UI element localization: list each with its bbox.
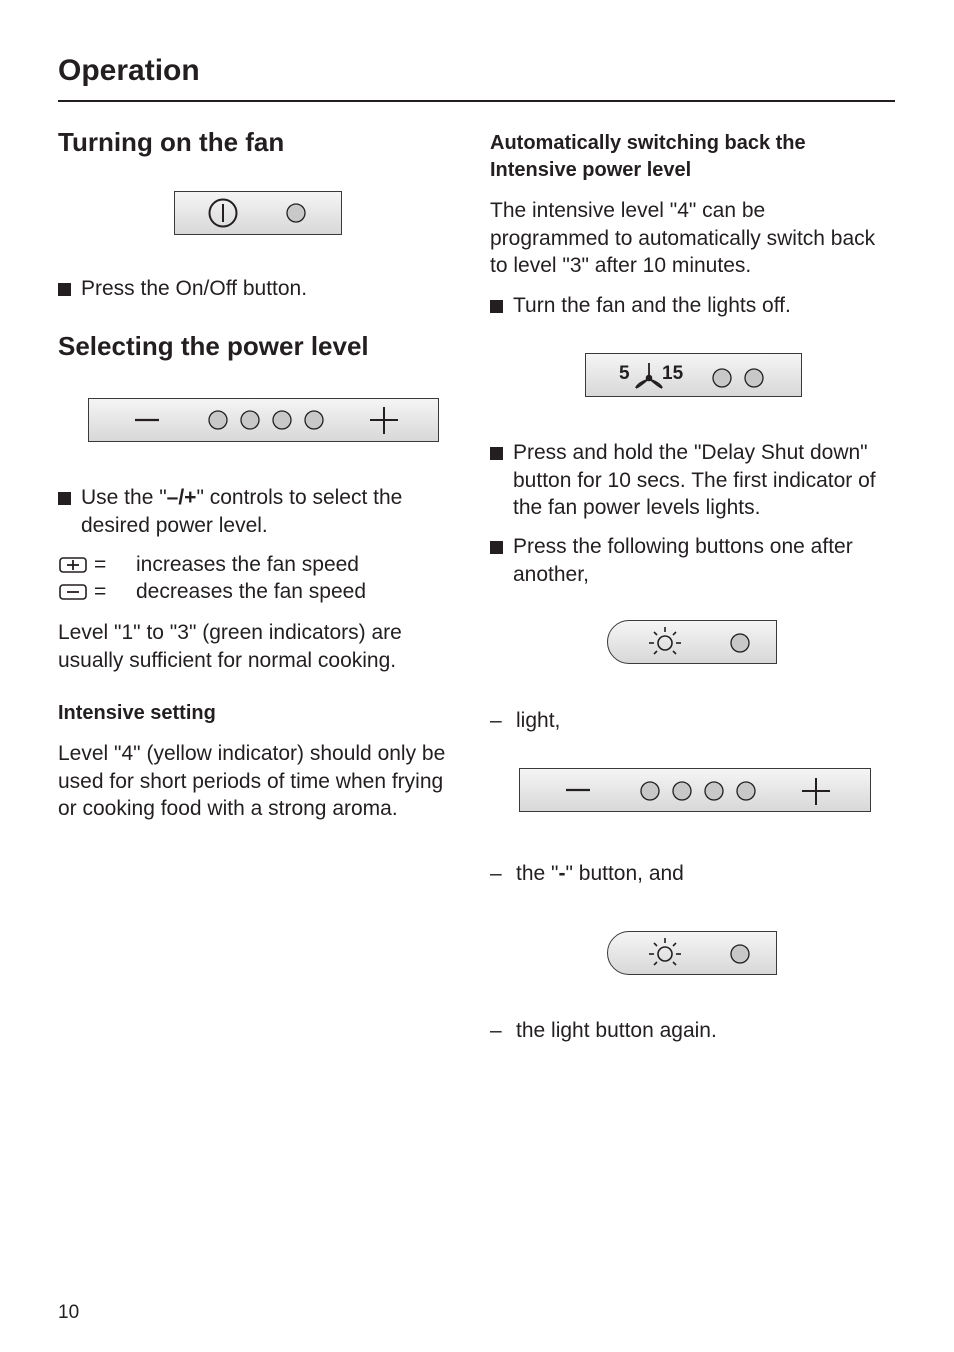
plus-key-icon xyxy=(59,557,87,573)
minus-key-icon xyxy=(59,584,87,600)
bullet-square xyxy=(490,300,503,313)
header-divider xyxy=(58,100,895,102)
light-panel-1 xyxy=(607,620,777,664)
step-light: – light, xyxy=(490,709,561,732)
page-title: Operation xyxy=(58,54,200,87)
level-4-indicator xyxy=(305,411,323,429)
on-off-panel xyxy=(174,191,342,235)
turning-on-heading: Turning on the fan xyxy=(58,127,285,157)
intensive-heading: Intensive setting xyxy=(58,702,216,724)
level-description: Level "1" to "3" (green indicators) are usually sufficient for normal cooking. xyxy=(58,621,402,672)
bullet-square xyxy=(490,541,503,554)
level-3-indicator xyxy=(705,782,723,800)
auto-switch-heading: Automatically switching back the Intensive power level xyxy=(490,132,806,181)
light-icon xyxy=(649,938,681,965)
bullet-square xyxy=(58,492,71,505)
power-icon xyxy=(210,200,237,227)
power-level-panel-2 xyxy=(519,768,871,812)
level-4-indicator xyxy=(737,782,755,800)
step-minus-button: – the "-" button, and xyxy=(490,862,684,885)
intensive-description: Level "4" (yellow indicator) should only be used for short periods of time when frying or cooking food with a strong aroma. xyxy=(58,742,446,820)
plus-icon xyxy=(370,407,398,434)
bullet-turn-off: Turn the fan and the lights off. xyxy=(490,292,895,320)
bullet-press-on-off: Press the On/Off button. xyxy=(58,275,448,303)
indicator-dot xyxy=(287,204,305,222)
light-icon xyxy=(649,627,681,654)
bullet-press-hold: Press and hold the "Delay Shut down" button for 10 secs. The first indicator of the fan power levels lights. xyxy=(490,439,900,522)
indicator-dot xyxy=(731,634,749,652)
level-3-indicator xyxy=(273,411,291,429)
bullet-square xyxy=(490,447,503,460)
key-legend: = increases the fan speed = decreases the fan speed xyxy=(58,551,448,607)
delay-shutdown-panel xyxy=(585,353,802,397)
auto-switch-intro: The intensive level "4" can be programmed to automatically switch back to level "3" after 10 minutes. xyxy=(490,199,876,277)
indicator-dot xyxy=(713,369,731,387)
level-2-indicator xyxy=(673,782,691,800)
step-light-again: – the light button again. xyxy=(490,1019,717,1042)
delay-15-label: 15 xyxy=(662,363,684,384)
indicator-dot xyxy=(745,369,763,387)
bullet-use-controls: Use the "–/+" controls to select the desired power level. xyxy=(58,484,448,539)
bullet-press-following: Press the following buttons one after another, xyxy=(490,533,895,588)
fan-icon xyxy=(636,363,662,388)
bullet-square xyxy=(58,283,71,296)
selecting-heading: Selecting the power level xyxy=(58,331,369,361)
light-panel-2 xyxy=(607,931,777,975)
plus-icon xyxy=(802,778,830,805)
page-number: 10 xyxy=(58,1302,80,1323)
level-2-indicator xyxy=(241,411,259,429)
level-1-indicator xyxy=(209,411,227,429)
indicator-dot xyxy=(731,945,749,963)
power-level-panel xyxy=(88,398,439,442)
delay-5-label: 5 xyxy=(619,363,630,384)
level-1-indicator xyxy=(641,782,659,800)
